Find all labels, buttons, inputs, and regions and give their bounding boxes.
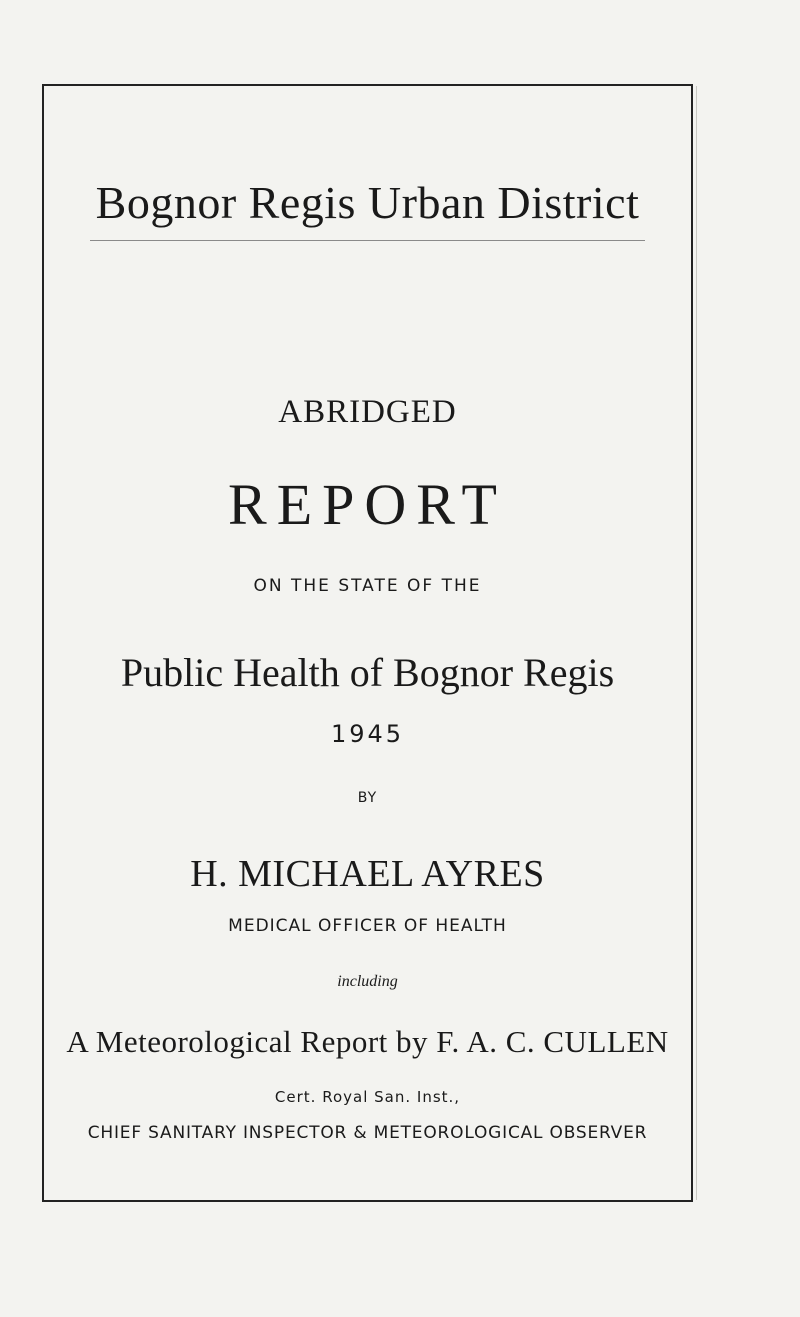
report-year: 1945 — [330, 720, 405, 748]
author-title: MEDICAL OFFICER OF HEALTH — [228, 916, 507, 936]
cert-line: Cert. Royal San. Inst., — [274, 1088, 461, 1106]
district-heading: Bognor Regis Urban District — [95, 177, 640, 228]
title-page-frame — [42, 84, 693, 1202]
heading-rule — [90, 240, 645, 241]
inspector-role-line: CHIEF SANITARY INSPECTOR & METEOROLOGICAL OBSERVER — [87, 1123, 648, 1143]
meteorological-report-line: A Meteorological Report by F. A. C. CULLEN — [66, 1024, 669, 1059]
author-name: H. MICHAEL AYRES — [190, 853, 545, 895]
report-title: REPORT — [228, 472, 507, 537]
abridged-label: ABRIDGED — [278, 394, 457, 430]
on-state-label: ON THE STATE OF THE — [253, 576, 482, 596]
report-subject: Public Health of Bognor Regis — [120, 650, 615, 695]
including-label: including — [337, 973, 398, 990]
by-label: BY — [357, 790, 378, 806]
